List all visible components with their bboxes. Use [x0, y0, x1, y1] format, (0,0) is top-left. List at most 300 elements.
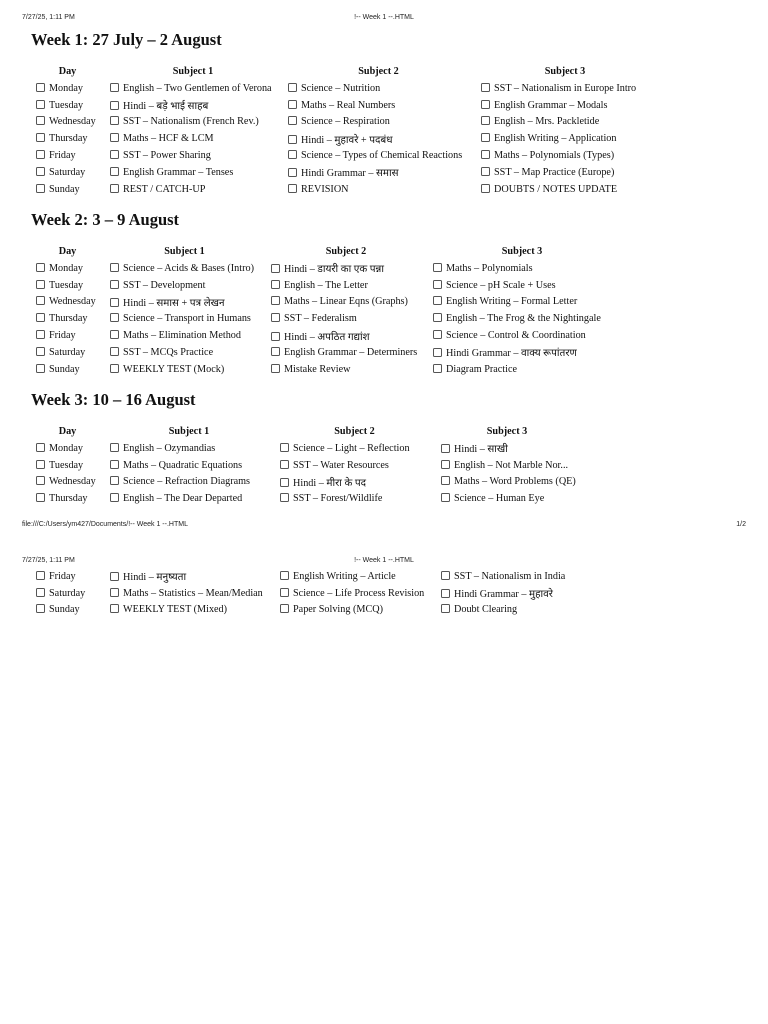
table-header-row	[31, 243, 617, 260]
day-label: Saturday	[49, 346, 86, 358]
subject-1-label: English Grammar – Tenses	[123, 166, 234, 178]
subject-1-cell	[104, 80, 282, 97]
subject-1-checkbox[interactable]	[110, 167, 119, 176]
subject-3-cell	[427, 277, 617, 294]
day-cell	[31, 568, 104, 585]
print-datetime: 7/27/25, 1:11 PM	[22, 557, 75, 564]
subject-1-cell	[104, 181, 282, 198]
week-2-table	[31, 243, 617, 378]
day-label: Friday	[49, 150, 76, 162]
subject-1-cell	[104, 310, 265, 327]
table-row	[31, 474, 579, 491]
subject-2-cell	[265, 294, 427, 311]
table-row	[31, 114, 655, 131]
day-cell	[31, 181, 104, 198]
subject-2-label: SST – Forest/Wildlife	[293, 493, 383, 505]
subject-2-cell	[282, 114, 475, 131]
table-row	[31, 97, 655, 114]
subject-2-checkbox[interactable]	[288, 100, 297, 109]
subject-1-cell	[104, 361, 265, 378]
subject-3-label: English – Not Marble Nor...	[454, 459, 569, 471]
print-datetime: 7/27/25, 1:11 PM	[22, 14, 75, 21]
subject-1-cell	[104, 294, 265, 311]
subject-3-label: SST – Nationalism in Europe Intro	[494, 82, 637, 94]
day-cell	[31, 585, 104, 602]
subject-3-cell	[427, 260, 617, 277]
subject-3-cell	[435, 568, 579, 585]
subject-2-checkbox[interactable]	[288, 150, 297, 159]
week-3-section	[31, 390, 579, 507]
subject-3-cell	[435, 602, 579, 619]
subject-2-cell	[274, 440, 435, 457]
column-header-subject-1: Subject 1	[172, 66, 214, 77]
subject-1-label: Maths – Quadratic Equations	[123, 459, 243, 471]
subject-2-checkbox[interactable]	[271, 313, 280, 322]
print-title: !-- Week 1 --.HTML	[354, 14, 414, 21]
day-label: Monday	[49, 442, 83, 454]
subject-1-cell	[104, 440, 274, 457]
subject-2-checkbox[interactable]	[280, 460, 289, 469]
subject-1-cell	[104, 277, 265, 294]
subject-2-cell	[274, 490, 435, 507]
subject-3-cell	[475, 164, 655, 181]
week-2-title: Week 2: 3 – 9 August	[31, 210, 180, 229]
subject-1-cell	[104, 602, 274, 619]
subject-2-checkbox[interactable]	[271, 296, 280, 305]
subject-2-label: Paper Solving (MCQ)	[293, 604, 383, 616]
subject-3-label: SST – Nationalism in India	[454, 570, 566, 582]
subject-1-checkbox[interactable]	[110, 116, 119, 125]
day-checkbox[interactable]	[36, 588, 45, 597]
day-label: Thursday	[49, 133, 88, 145]
table-row	[31, 80, 655, 97]
print-file-path: file:///C:/Users/ym427/Documents/!-- Week 1 --.HTML	[22, 521, 188, 528]
day-label: Wednesday	[49, 116, 96, 128]
day-cell	[31, 130, 104, 147]
day-checkbox[interactable]	[36, 116, 45, 125]
table-row	[31, 181, 655, 198]
day-label: Thursday	[49, 493, 88, 505]
week-3-title: Week 3: 10 – 16 August	[31, 390, 196, 409]
subject-2-label: Science – Light – Reflection	[293, 442, 410, 454]
subject-2-cell	[265, 277, 427, 294]
subject-3-checkbox[interactable]	[433, 296, 442, 305]
subject-3-cell	[427, 327, 617, 344]
subject-1-label: Hindi – मनुष्यता	[123, 572, 187, 584]
page-number: 1/2	[736, 521, 746, 528]
subject-1-checkbox[interactable]	[110, 460, 119, 469]
subject-1-cell	[104, 164, 282, 181]
column-header-subject-2: Subject 2	[358, 66, 399, 77]
column-header-subject-1: Subject 1	[164, 246, 205, 257]
subject-1-cell	[104, 260, 265, 277]
day-label: Friday	[49, 330, 76, 342]
day-cell	[31, 474, 104, 491]
subject-1-cell	[104, 457, 274, 474]
subject-2-label: Science – Types of Chemical Reactions	[301, 150, 463, 162]
day-cell	[31, 457, 104, 474]
day-label: Sunday	[49, 183, 80, 195]
day-label: Thursday	[49, 313, 88, 325]
subject-2-checkbox[interactable]	[288, 135, 297, 144]
subject-1-checkbox[interactable]	[110, 313, 119, 322]
subject-3-checkbox[interactable]	[441, 444, 450, 453]
subject-1-checkbox[interactable]	[110, 364, 119, 373]
subject-3-checkbox[interactable]	[433, 348, 442, 357]
subject-2-label: Science – Nutrition	[301, 82, 381, 94]
subject-2-label: SST – Water Resources	[293, 459, 389, 471]
subject-1-label: REST / CATCH-UP	[123, 183, 206, 195]
subject-3-cell	[475, 97, 655, 114]
subject-3-label: Science – pH Scale + Uses	[446, 279, 556, 291]
subject-2-cell	[282, 164, 475, 181]
subject-2-checkbox[interactable]	[271, 347, 280, 356]
subject-1-cell	[104, 97, 282, 114]
subject-1-cell	[104, 568, 274, 585]
subject-2-cell	[274, 602, 435, 619]
subject-3-label: Maths – Polynomials	[446, 262, 533, 274]
subject-2-cell	[265, 260, 427, 277]
day-cell	[31, 97, 104, 114]
subject-1-checkbox[interactable]	[110, 133, 119, 142]
subject-2-checkbox[interactable]	[271, 364, 280, 373]
subject-2-cell	[282, 181, 475, 198]
subject-1-checkbox[interactable]	[110, 588, 119, 597]
week-1-title: Week 1: 27 July – 2 August	[31, 30, 222, 49]
subject-3-checkbox[interactable]	[433, 313, 442, 322]
day-checkbox[interactable]	[36, 347, 45, 356]
subject-1-checkbox[interactable]	[110, 347, 119, 356]
table-header-row	[31, 423, 579, 440]
subject-3-checkbox[interactable]	[441, 604, 450, 613]
table-row	[31, 440, 579, 457]
day-cell	[31, 147, 104, 164]
subject-3-cell	[475, 80, 655, 97]
subject-2-checkbox[interactable]	[280, 588, 289, 597]
day-cell	[31, 260, 104, 277]
print-title: !-- Week 1 --.HTML	[354, 557, 414, 564]
day-label: Wednesday	[49, 476, 96, 488]
subject-2-cell	[282, 97, 475, 114]
subject-2-label: Maths – Linear Eqns (Graphs)	[284, 296, 408, 308]
subject-3-label: English – The Frog & the Nightingale	[446, 313, 601, 325]
table-row	[31, 457, 579, 474]
subject-3-checkbox[interactable]	[441, 460, 450, 469]
subject-3-checkbox[interactable]	[441, 476, 450, 485]
subject-1-cell	[104, 147, 282, 164]
subject-1-label: Science – Refraction Diagrams	[123, 476, 251, 488]
subject-3-label: English Grammar – Modals	[494, 99, 608, 111]
subject-2-checkbox[interactable]	[271, 280, 280, 289]
day-checkbox[interactable]	[36, 83, 45, 92]
table-row	[31, 147, 655, 164]
week-1-table	[31, 63, 655, 198]
subject-3-label: Hindi Grammar – वाक्य रूपांतरण	[446, 348, 577, 360]
subject-1-cell	[104, 130, 282, 147]
day-label: Tuesday	[49, 279, 84, 291]
day-cell	[31, 294, 104, 311]
subject-1-label: Maths – Elimination Method	[123, 330, 241, 342]
subject-2-label: Maths – Real Numbers	[301, 99, 396, 111]
subject-2-checkbox[interactable]	[280, 443, 289, 452]
subject-3-label: Hindi Grammar – मुहावरे	[454, 589, 553, 601]
subject-1-checkbox[interactable]	[110, 493, 119, 502]
subject-2-cell	[265, 310, 427, 327]
subject-1-label: SST – Development	[123, 279, 206, 291]
subject-2-checkbox[interactable]	[280, 604, 289, 613]
day-checkbox[interactable]	[36, 150, 45, 159]
column-header-day: Day	[58, 66, 77, 77]
subject-2-label: Hindi – अपठित गद्यांश	[284, 331, 370, 343]
day-checkbox[interactable]	[36, 571, 45, 580]
subject-2-cell	[274, 474, 435, 491]
subject-1-cell	[104, 327, 265, 344]
subject-2-label: REVISION	[301, 183, 349, 195]
subject-2-cell	[282, 147, 475, 164]
day-label: Tuesday	[49, 459, 84, 471]
day-checkbox[interactable]	[36, 133, 45, 142]
subject-1-checkbox[interactable]	[110, 476, 119, 485]
table-row	[31, 602, 579, 619]
subject-2-label: Hindi Grammar – समास	[301, 168, 399, 180]
subject-3-cell	[435, 474, 579, 491]
column-header-subject-3: Subject 3	[486, 426, 528, 437]
week-1-section	[31, 30, 655, 198]
subject-2-cell	[282, 80, 475, 97]
day-cell	[31, 490, 104, 507]
subject-1-checkbox[interactable]	[110, 572, 119, 581]
subject-3-checkbox[interactable]	[433, 263, 442, 272]
subject-1-cell	[104, 490, 274, 507]
subject-2-checkbox[interactable]	[288, 168, 297, 177]
subject-2-label: Science – Life Process Revision	[293, 587, 425, 599]
day-checkbox[interactable]	[36, 313, 45, 322]
day-checkbox[interactable]	[36, 167, 45, 176]
subject-3-checkbox[interactable]	[481, 116, 490, 125]
day-checkbox[interactable]	[36, 460, 45, 469]
subject-3-checkbox[interactable]	[441, 571, 450, 580]
subject-1-cell	[104, 114, 282, 131]
day-label: Sunday	[49, 604, 80, 616]
subject-3-checkbox[interactable]	[433, 330, 442, 339]
subject-2-checkbox[interactable]	[288, 184, 297, 193]
day-checkbox[interactable]	[36, 184, 45, 193]
table-row	[31, 130, 655, 147]
subject-3-cell	[435, 585, 579, 602]
subject-1-checkbox[interactable]	[110, 604, 119, 613]
subject-3-label: Maths – Word Problems (QE)	[454, 476, 576, 488]
subject-3-checkbox[interactable]	[481, 100, 490, 109]
subject-3-cell	[475, 114, 655, 131]
subject-1-label: Maths – Statistics – Mean/Median	[123, 587, 263, 599]
subject-3-label: Doubt Clearing	[454, 604, 518, 616]
column-header-subject-2: Subject 2	[325, 246, 367, 257]
subject-2-cell	[282, 130, 475, 147]
day-cell	[31, 440, 104, 457]
day-checkbox[interactable]	[36, 443, 45, 452]
subject-3-label: English Writing – Application	[494, 133, 617, 145]
subject-2-cell	[274, 457, 435, 474]
subject-1-label: SST – MCQs Practice	[123, 346, 214, 358]
subject-3-checkbox[interactable]	[481, 184, 490, 193]
subject-3-cell	[475, 130, 655, 147]
day-checkbox[interactable]	[36, 296, 45, 305]
table-row	[31, 310, 617, 327]
table-row	[31, 260, 617, 277]
day-checkbox[interactable]	[36, 263, 45, 272]
subject-3-checkbox[interactable]	[481, 83, 490, 92]
subject-2-cell	[265, 361, 427, 378]
subject-1-checkbox[interactable]	[110, 263, 119, 272]
subject-1-label: English – Two Gentlemen of Verona	[123, 82, 272, 94]
subject-3-label: Hindi – साखी	[454, 444, 508, 456]
day-label: Sunday	[49, 363, 80, 375]
subject-1-label: Hindi – बड़े भाई साहब	[123, 101, 209, 113]
subject-3-label: Science – Control & Coordination	[446, 330, 586, 342]
subject-3-checkbox[interactable]	[433, 280, 442, 289]
day-label: Friday	[49, 570, 76, 582]
subject-3-cell	[427, 344, 617, 361]
subject-3-checkbox[interactable]	[481, 167, 490, 176]
subject-1-checkbox[interactable]	[110, 443, 119, 452]
day-label: Wednesday	[49, 296, 96, 308]
subject-2-cell	[265, 327, 427, 344]
subject-3-checkbox[interactable]	[481, 133, 490, 142]
day-label: Tuesday	[49, 99, 84, 111]
week-2-section	[31, 210, 617, 378]
subject-1-label: Science – Acids & Bases (Intro)	[123, 262, 254, 274]
table-row	[31, 361, 617, 378]
day-checkbox[interactable]	[36, 364, 45, 373]
day-checkbox[interactable]	[36, 476, 45, 485]
subject-1-checkbox[interactable]	[110, 101, 119, 110]
column-header-subject-1: Subject 1	[168, 426, 210, 437]
column-header-subject-3: Subject 3	[544, 66, 586, 77]
day-cell	[31, 277, 104, 294]
subject-2-cell	[274, 568, 435, 585]
subject-1-checkbox[interactable]	[110, 280, 119, 289]
subject-1-label: Maths – HCF & LCM	[123, 133, 214, 145]
table-header-row	[31, 63, 655, 80]
subject-3-cell	[427, 361, 617, 378]
table-row	[31, 585, 579, 602]
day-checkbox[interactable]	[36, 604, 45, 613]
table-row	[31, 164, 655, 181]
subject-1-label: Hindi – समास + पत्र लेखन	[123, 297, 225, 309]
subject-2-label: Hindi – मीरा के पद	[293, 477, 367, 489]
week-3-table-continued	[31, 568, 579, 618]
table-row	[31, 490, 579, 507]
subject-1-label: Science – Transport in Humans	[123, 313, 251, 325]
subject-1-label: SST – Nationalism (French Rev.)	[123, 116, 259, 128]
day-cell	[31, 114, 104, 131]
subject-3-checkbox[interactable]	[441, 493, 450, 502]
subject-1-cell	[104, 344, 265, 361]
subject-3-label: Maths – Polynomials (Types)	[494, 150, 615, 162]
week-3-table	[31, 423, 579, 507]
day-cell	[31, 80, 104, 97]
column-header-day: Day	[58, 426, 77, 437]
subject-3-cell	[427, 294, 617, 311]
subject-2-label: Mistake Review	[284, 363, 351, 375]
subject-1-checkbox[interactable]	[110, 83, 119, 92]
subject-2-cell	[274, 585, 435, 602]
table-row	[31, 344, 617, 361]
table-row	[31, 277, 617, 294]
subject-1-label: WEEKLY TEST (Mixed)	[123, 604, 228, 616]
day-cell	[31, 327, 104, 344]
subject-2-cell	[265, 344, 427, 361]
subject-3-checkbox[interactable]	[433, 364, 442, 373]
subject-2-label: English – The Letter	[284, 279, 368, 291]
subject-2-label: English Grammar – Determiners	[284, 346, 418, 358]
subject-1-label: English – The Dear Departed	[123, 493, 243, 505]
subject-3-cell	[475, 147, 655, 164]
subject-2-label: Science – Respiration	[301, 116, 390, 128]
week-3-continued	[31, 568, 579, 618]
day-cell	[31, 602, 104, 619]
day-checkbox[interactable]	[36, 280, 45, 289]
table-row	[31, 327, 617, 344]
subject-2-label: Hindi – मुहावरे + पदबंध	[301, 134, 393, 146]
day-cell	[31, 310, 104, 327]
subject-1-cell	[104, 474, 274, 491]
subject-2-checkbox[interactable]	[271, 264, 280, 273]
day-checkbox[interactable]	[36, 100, 45, 109]
subject-2-checkbox[interactable]	[280, 571, 289, 580]
subject-1-cell	[104, 585, 274, 602]
subject-2-label: English Writing – Article	[293, 570, 396, 582]
column-header-subject-2: Subject 2	[334, 426, 375, 437]
day-checkbox[interactable]	[36, 330, 45, 339]
subject-1-label: WEEKLY TEST (Mock)	[123, 363, 225, 375]
subject-3-label: English – Mrs. Packletide	[494, 116, 600, 128]
table-row	[31, 294, 617, 311]
subject-1-label: English – Ozymandias	[123, 442, 216, 454]
subject-2-checkbox[interactable]	[271, 332, 280, 341]
column-header-subject-3: Subject 3	[501, 246, 543, 257]
subject-3-label: English Writing – Formal Letter	[446, 296, 578, 308]
subject-3-cell	[427, 310, 617, 327]
subject-2-checkbox[interactable]	[288, 83, 297, 92]
subject-3-label: DOUBTS / NOTES UPDATE	[494, 183, 618, 195]
subject-3-cell	[435, 457, 579, 474]
day-checkbox[interactable]	[36, 493, 45, 502]
subject-3-label: Science – Human Eye	[454, 493, 545, 505]
subject-3-checkbox[interactable]	[481, 150, 490, 159]
subject-3-label: Diagram Practice	[446, 363, 517, 375]
subject-2-checkbox[interactable]	[280, 493, 289, 502]
day-label: Saturday	[49, 166, 86, 178]
subject-3-cell	[435, 440, 579, 457]
subject-1-label: SST – Power Sharing	[123, 150, 211, 162]
subject-3-label: SST – Map Practice (Europe)	[494, 166, 615, 178]
subject-1-checkbox[interactable]	[110, 330, 119, 339]
day-label: Monday	[49, 262, 83, 274]
subject-1-checkbox[interactable]	[110, 150, 119, 159]
column-header-day: Day	[58, 246, 77, 257]
subject-3-checkbox[interactable]	[441, 589, 450, 598]
subject-2-checkbox[interactable]	[280, 478, 289, 487]
subject-3-cell	[475, 181, 655, 198]
day-label: Monday	[49, 82, 83, 94]
day-label: Saturday	[49, 587, 86, 599]
subject-2-checkbox[interactable]	[288, 116, 297, 125]
day-cell	[31, 344, 104, 361]
subject-1-checkbox[interactable]	[110, 298, 119, 307]
subject-3-cell	[435, 490, 579, 507]
subject-1-checkbox[interactable]	[110, 184, 119, 193]
